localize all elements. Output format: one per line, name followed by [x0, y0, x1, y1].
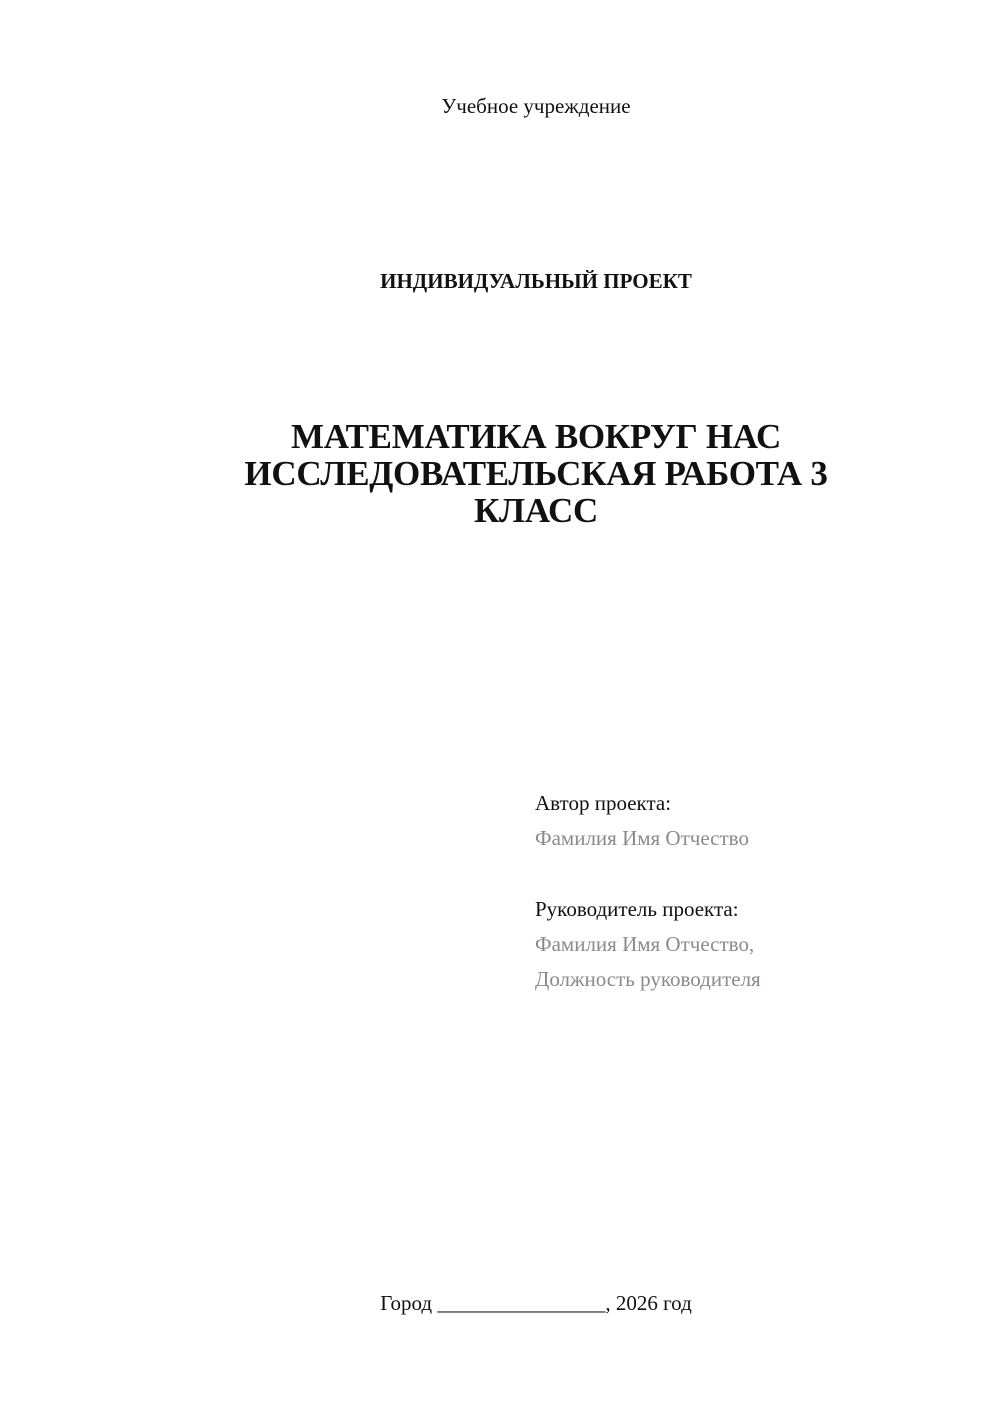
city-blank: ________________ — [437, 1291, 606, 1315]
project-title-line-3: КЛАСС — [473, 491, 599, 530]
project-title-line-2: ИССЛЕДОВАТЕЛЬСКАЯ РАБОТА 3 — [244, 454, 828, 493]
supervisor-label: Руководитель проекта: — [535, 897, 739, 921]
author-label: Автор проекта: — [535, 791, 672, 815]
author-block — [535, 786, 749, 856]
city-year-line — [0, 1289, 1000, 1317]
project-title — [0, 418, 1000, 529]
project-type-heading: ИНДИВИДУАЛЬНЫЙ ПРОЕКТ — [380, 269, 692, 293]
project-title-line-1: МАТЕМАТИКА ВОКРУГ НАС — [290, 417, 782, 456]
supervisor-block — [535, 892, 761, 997]
city-label: Город — [380, 1291, 433, 1315]
year-text: , 2026 год — [605, 1291, 692, 1315]
author-name-placeholder: Фамилия Имя Отчество — [535, 826, 749, 850]
supervisor-position-placeholder: Должность руководителя — [535, 967, 761, 991]
institution-name: Учебное учреждение — [441, 94, 631, 118]
supervisor-name-placeholder: Фамилия Имя Отчество, — [535, 932, 755, 956]
